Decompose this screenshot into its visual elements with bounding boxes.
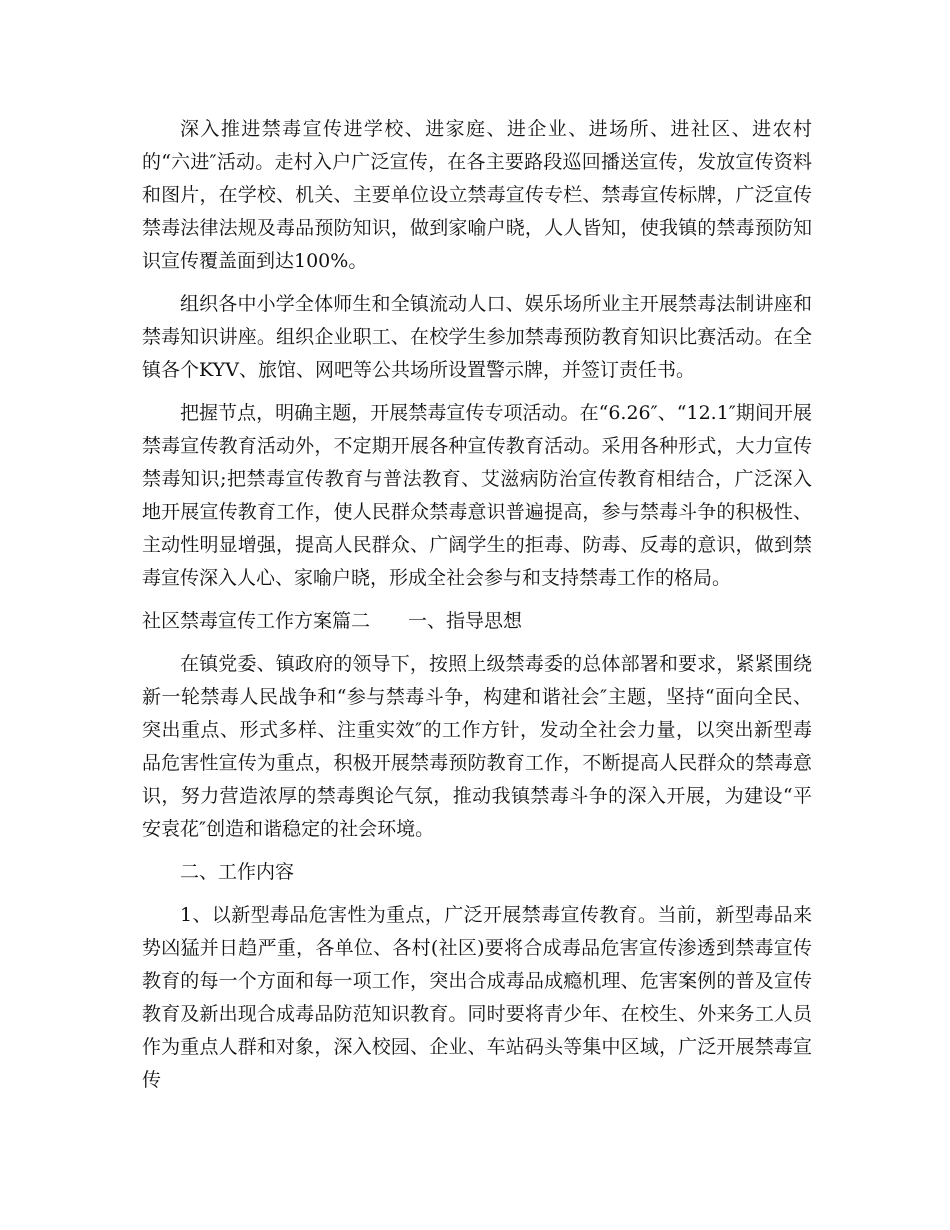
section-first-heading: 一、指导思想 (408, 610, 523, 632)
paragraph-lectures: 组织各中小学全体师生和全镇流动人口、娱乐场所业主开展禁毒法制讲座和禁毒知识讲座。组织企业职工、在校学生参加禁毒预防教育知识比赛活动。在全镇各个KYV、旅馆、网吧等公共场所设置警示牌，并签订责任书。 (142, 293, 812, 381)
heading-work-content: 二、工作内容 (180, 861, 295, 883)
paragraph-special-activities: 把握节点，明确主题，开展禁毒宣传专项活动。在“6.26″、“12.1″期间开展禁毒宣传教育活动外，不定期开展各种宣传教育活动。采用各种形式，大力宣传禁毒知识;把禁毒宣传教育与普法教育、艾滋病防治宣传教育相结合，广泛深入地开展宣传教育工作，使人民群众禁毒意识普遍提高，参与禁毒斗争的积极性、主动性明显增强，提高人民群众、广阔学生的拒毒、防毒、反毒的意识，做到禁毒宣传深入人心、家喻户晓，形成全社会参与和支持禁毒工作的格局。 (142, 402, 812, 589)
paragraph-guiding-ideology: 在镇党委、镇政府的领导下，按照上级禁毒委的总体部署和要求，紧紧围绕新一轮禁毒人民战争和“参与禁毒斗争，构建和谐社会″主题，坚持“面向全民、突出重点、形式多样、注重实效″的工作方针，发动全社会力量，以突出新型毒品危害性宣传为重点，积极开展禁毒预防教育工作，不断提高人民群众的禁毒意识，努力营造浓厚的禁毒舆论气氛，推动我镇禁毒斗争的深入开展，为建设“平安袁花″创造和谐稳定的社会环境。 (142, 653, 812, 840)
section-heading-line (142, 605, 812, 638)
paragraph-six-entries: 深入推进禁毒宣传进学校、进家庭、进企业、进场所、进社区、进农村的“六进″活动。走村入户广泛宣传，在各主要路段巡回播送宣传，发放宣传资料和图片，在学校、机关、主要单位设立禁毒宣传专栏、禁毒宣传标牌，广泛宣传禁毒法律法规及毒品预防知识，做到家喻户晓，人人皆知，使我镇的禁毒预防知识宣传覆盖面到达100%。 (142, 118, 812, 272)
paragraph-item-one: 1、以新型毒品危害性为重点，广泛开展禁毒宣传教育。当前，新型毒品来势凶猛并日趋严重，各单位、各村(社区)要将合成毒品危害宣传渗透到禁毒宣传教育的每一个方面和每一项工作，突出合成毒品成瘾机理、危害案例的普及宣传教育及新出现合成毒品防范知识教育。同时要将青少年、在校生、外来务工人员作为重点人群和对象，深入校园、企业、车站码头等集中区域，广泛开展禁毒宣传 (142, 904, 812, 1091)
section-title: 社区禁毒宣传工作方案篇二 (142, 610, 371, 632)
document-body (142, 113, 812, 1107)
